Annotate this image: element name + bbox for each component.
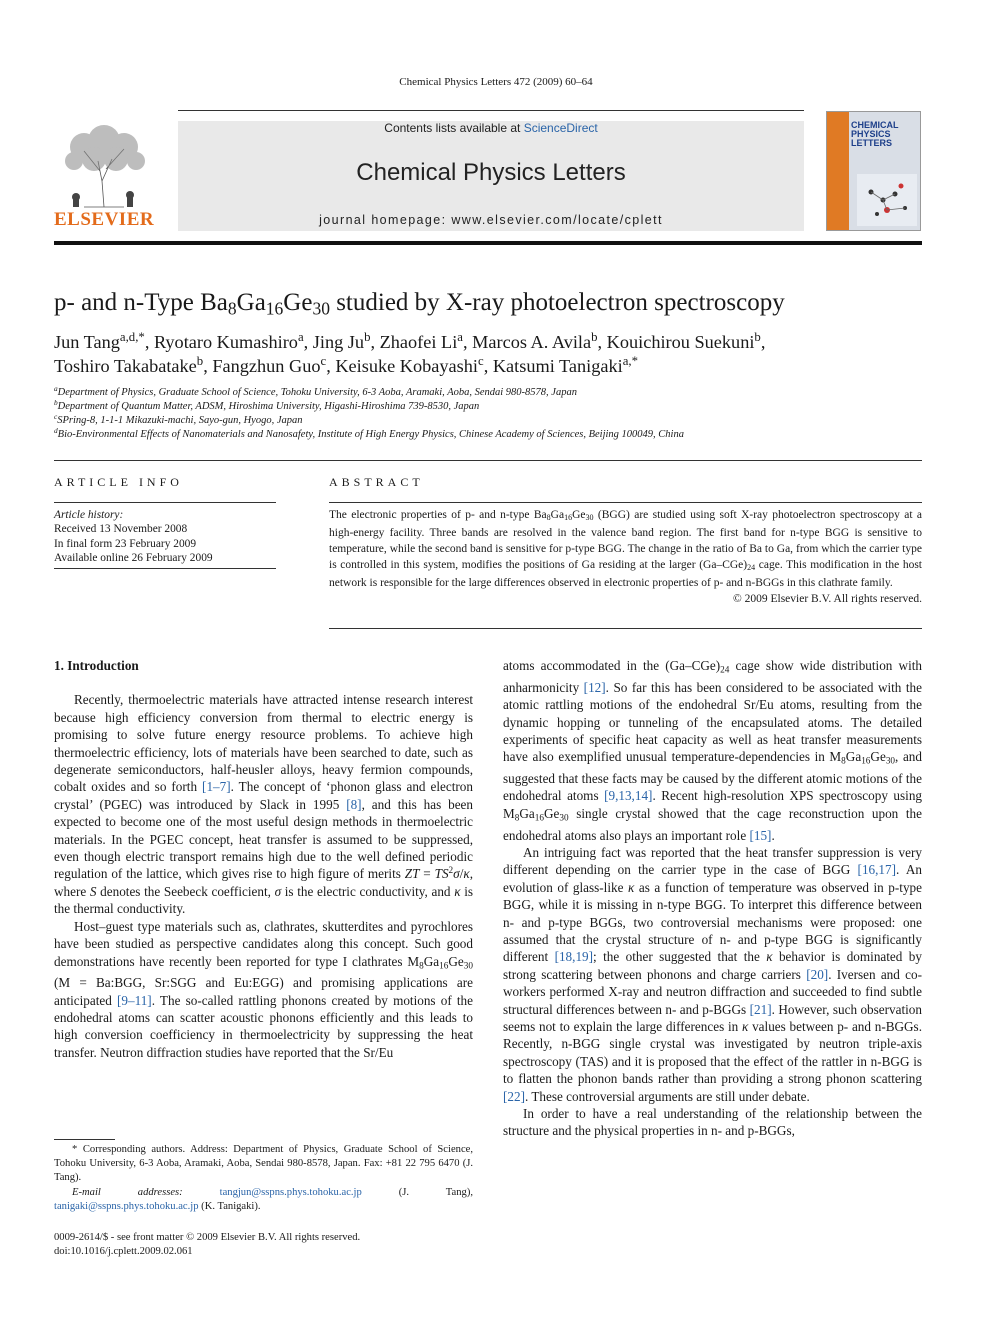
journal-homepage-link[interactable]: journal homepage: www.elsevier.com/locate/cplett	[319, 213, 663, 227]
journal-name: Chemical Physics Letters	[356, 159, 626, 186]
sciencedirect-link[interactable]: ScienceDirect	[523, 121, 598, 135]
affiliation: $^b$Department of Quantum Matter, ADSM, Hiroshima University, Higashi-Hiroshima 739-8530, Japan	[54, 397, 480, 412]
cover-title-line: LETTERS	[851, 138, 893, 148]
footnote-rule	[54, 1139, 115, 1140]
article-info-label: ARTICLE INFO	[54, 475, 183, 489]
citation-link[interactable]: [22]	[503, 1088, 525, 1104]
journal-banner	[178, 121, 804, 231]
article-info-rule	[54, 502, 276, 503]
cover-title-line: PHYSICS	[851, 129, 891, 139]
body-paragraph: An intriguing fact was reported that the heat transfer suppression is very different depending on the carrier type in the case of BGG [16,17]. An evolution of glass-like κ as a function of temperature was observed in p-type BGG, while it is missing in n-type BGG. To interpret this difference between n- and p-type BGGs, two controversial mechanisms were proposed: one assumed that the crystal structure of n- and p-type BGG is significantly different [18,19]; the other suggested that the κ behavior is dominated by strong scattering between phonons and charge carriers [20]. Iversen and co-workers performed X-ray and neutron diffraction and succeeded to find subtle structural differences between n- and p-BGGs [21]. However, such observation seems not to explain the large differences in κ values between p- and n-BGGs. Recently, n-BGG single crystal was investigated by neutron triple-axis spectroscopy (TAS) and it is proposed that the effect of the rattler in n-BGG is to flatten the phonon bands rather than providing a strong phonon scattering [22]. These controversial arguments are still under debate.	[503, 844, 922, 1104]
body-column-left	[54, 657, 473, 1061]
body-paragraph: atoms accommodated in the $(Ga-CGe)_{24}$ cage show wide distribution with anharmonicity [12]. So far this has been considered to be associated with the atomic rattling motions of the endohedral Sr/Eu atoms, resulting from the dynamic hopping or tunneling of the encapsulated atoms. The detailed experiments of specific heat capacity as well as heat transfer measurements have also exemplified unusual temperature-dependencies in $M_8Ga_{16}Ge_{30}$, and suggested that these facts may be caused by the different atomic motions of the endohedral atoms [9,13,14]. Recent high-resolution XPS spectroscopy using $M_8Ga_{16}Ge_{30}$ single crystal showed that the cage reconstruction upon the endohedral atoms also plays an important role [15].	[503, 658, 923, 843]
article-history	[54, 508, 276, 565]
elsevier-logo[interactable]	[54, 121, 154, 231]
author[interactable]: Katsumi Tanigaki$^{a,*}$	[492, 353, 638, 376]
article-title: p- and n-Type $Ba_8Ga_{16}Ge_{30}$ studied by X-ray photoelectron spectroscopy	[54, 289, 785, 319]
online-date: Available online 26 February 2009	[54, 551, 213, 564]
article-info-bottom-rule	[54, 568, 276, 569]
front-matter-info	[54, 1231, 473, 1259]
author[interactable]: Jing Ju$^b$	[312, 329, 371, 352]
elsevier-wordmark: ELSEVIER	[54, 209, 155, 230]
email-addresses: E-mail addresses: tangjun@sspns.phys.tohoku.ac.jp (J. Tang), tanigaki@sspns.phys.tohoku.ac.jp (K. Tanigaki).	[54, 1186, 473, 1212]
received-date: Received 13 November 2008	[54, 523, 188, 536]
abstract-rule	[329, 502, 922, 503]
copyright-notice: © 2009 Elsevier B.V. All rights reserved.	[733, 592, 922, 605]
author[interactable]: Jun Tang$^{a,d,*}$	[54, 329, 145, 352]
author-list	[54, 330, 922, 378]
cover-title-line: CHEMICAL	[851, 120, 899, 130]
citation-link[interactable]: [1–7]	[202, 779, 231, 795]
author[interactable]: Fangzhun Guo$^c$	[212, 353, 327, 376]
cover-band	[827, 112, 849, 231]
citation-link[interactable]: [8]	[346, 796, 362, 812]
abstract-bottom-rule	[329, 628, 922, 629]
author[interactable]: Keisuke Kobayashi$^c$	[335, 353, 484, 376]
email-link[interactable]: tanigaki@sspns.phys.tohoku.ac.jp	[54, 1200, 199, 1212]
final-form-date: In final form 23 February 2009	[54, 537, 197, 550]
body-paragraph: Host–guest type materials such as, clathrates, skutterdites and pyrochlores have been studied as perspective candidates along this concept. Such good demonstrations have recently been reported for type I clathrates $M_8Ga_{16}Ge_{30}$ (M = Ba:BGG, Sr:SGG and Eu:EGG) and promising applications are anticipated [9–11]. The so-called rattling phonons created by motions of the endohedral atoms can scatter acoustic phonons efficiently and this leads to high conversion coefficiency in thermoelectricity by suppressing the heat transfer. Neutron diffraction studies have reported that the Sr/Eu	[54, 918, 473, 1060]
header-bottom-rule	[54, 241, 922, 245]
corresponding-author-note: * Corresponding authors. Address: Department of Physics, Graduate School of Science, Tohoku University, 6-3 Aoba, Aramaki, Aoba, Sendai 980-8578, Japan. Fax: +81 22 795 6470 (J. Tang).	[54, 1144, 473, 1184]
corresponding-author-footnote	[54, 1143, 473, 1214]
body-column-right	[503, 657, 922, 1140]
doi-link[interactable]: doi:10.1016/j.cplett.2009.02.061	[54, 1246, 193, 1258]
issn-line: 0009-2614/$ - see front matter © 2009 Elsevier B.V. All rights reserved.	[54, 1232, 361, 1243]
abstract-label: ABSTRACT	[329, 475, 424, 489]
journal-reference: Chemical Physics Letters 472 (2009) 60–64	[399, 76, 593, 88]
section-heading: 1. Introduction	[54, 658, 139, 673]
author-line: Toshiro Takabatake$^b$, Fangzhun Guo$^c$, Keisuke Kobayashi$^c$, Katsumi Tanigaki$^{a,*}$	[54, 353, 638, 376]
body-paragraph: Recently, thermoelectric materials have attracted intense research interest because high efficiency conversion from thermal to electric energy is promising to solve future energy resource problems. To achieve high thermoelectric efficiency, lots of materials have been searched to date, such as degenerate semiconductors, half-heusler alloys, heavy fermion compounds, cobalt oxides and so forth [1–7]. The concept of ‘phonon glass and electron crystal’ (PGEC) was introduced by Slack in 1995 [8], and this has been expected to become one of the most useful design methods in thermoelectric materials. In the PGEC concept, heat transfer is assumed to be suppressed, even though electric transport remains high due to the well defined periodic regulation of the lattice, which gives rise to high figure of merits ZT = $TS^2\sigma/\kappa$, where S denotes the Seebeck coefficient, σ is the electric conductivity, and κ is the thermal conductivity.	[54, 692, 474, 917]
cover-title	[851, 121, 921, 148]
journal-cover-thumbnail[interactable]	[826, 111, 921, 231]
affiliation: $^a$Department of Physics, Graduate School of Science, Tohoku University, 6-3 Aoba, Aramaki, Aoba, Sendai 980-8578, Japan	[54, 383, 577, 398]
citation-link[interactable]: [15]	[749, 827, 772, 843]
body-paragraph: In order to have a real understanding of the relationship between the structure and the physical properties in n- and p-BGGs,	[503, 1106, 922, 1139]
contents-prefix: Contents lists available at	[384, 121, 524, 135]
citation-link[interactable]: [21]	[749, 1001, 772, 1017]
citation-link[interactable]: [16,17]	[857, 862, 897, 878]
elsevier-tree-icon	[54, 121, 154, 209]
author[interactable]: Ryotaro Kumashiro$^a$	[153, 329, 304, 352]
citation-link[interactable]: [20]	[806, 966, 829, 982]
affiliation: $^c$SPring-8, 1-1-1 Mikazuki-machi, Sayo-gun, Hyogo, Japan	[54, 411, 303, 426]
abstract-body: The electronic properties of p- and n-type $Ba_8Ga_{16}Ge_{30}$ (BGG) are studied using soft X-ray photoelectron spectroscopy at a high-energy facility. Three bands are resolved in the valence band region. The first band for n-type BGG is sensitive to temperature, while the second band is sensitive for p-type BGG. The change in the ratio of Ba to Ga, from which the carrier type is controlled in this system, modifies the positions of Ga residing at the larger $(Ga-CGe)_{24}$ cage. This modification in the host network is responsible for the large differences observed in electronic properties of p- and n-BGGs in this clathrate family.	[329, 509, 922, 589]
contents-line	[178, 121, 804, 135]
cover-art-icon	[857, 174, 917, 226]
author[interactable]: Toshiro Takabatake$^b$	[54, 353, 204, 376]
author[interactable]: Marcos A. Avila$^b$	[472, 329, 598, 352]
header-top-rule	[178, 110, 804, 111]
abstract-text	[329, 508, 922, 607]
email-label: E-mail addresses:	[72, 1186, 183, 1198]
email-link[interactable]: tangjun@sspns.phys.tohoku.ac.jp	[219, 1186, 362, 1198]
citation-link[interactable]: [12]	[583, 679, 606, 695]
author-line: Jun Tang$^{a,d,*}$, Ryotaro Kumashiro$^a$, Jing Ju$^b$, Zhaofei Li$^a$, Marcos A. Avila$^b$, Kouichirou Suekuni$^b$,	[54, 329, 766, 352]
affiliations-rule	[54, 460, 922, 461]
citation-link[interactable]: [18,19]	[554, 949, 594, 965]
citation-link[interactable]: [9,13,14]	[604, 788, 653, 804]
affiliations	[54, 383, 922, 442]
author[interactable]: Zhaofei Li$^a$	[379, 329, 463, 352]
article-history-label: Article history:	[54, 509, 124, 521]
citation-link[interactable]: [9–11]	[117, 992, 152, 1008]
author[interactable]: Kouichirou Suekuni$^b$	[606, 329, 761, 352]
affiliation: $^d$Bio-Environmental Effects of Nanomaterials and Nanosafety, Institute of High Energy Physics, Chinese Academy of Sciences, Beijing 100049, China	[54, 425, 684, 440]
